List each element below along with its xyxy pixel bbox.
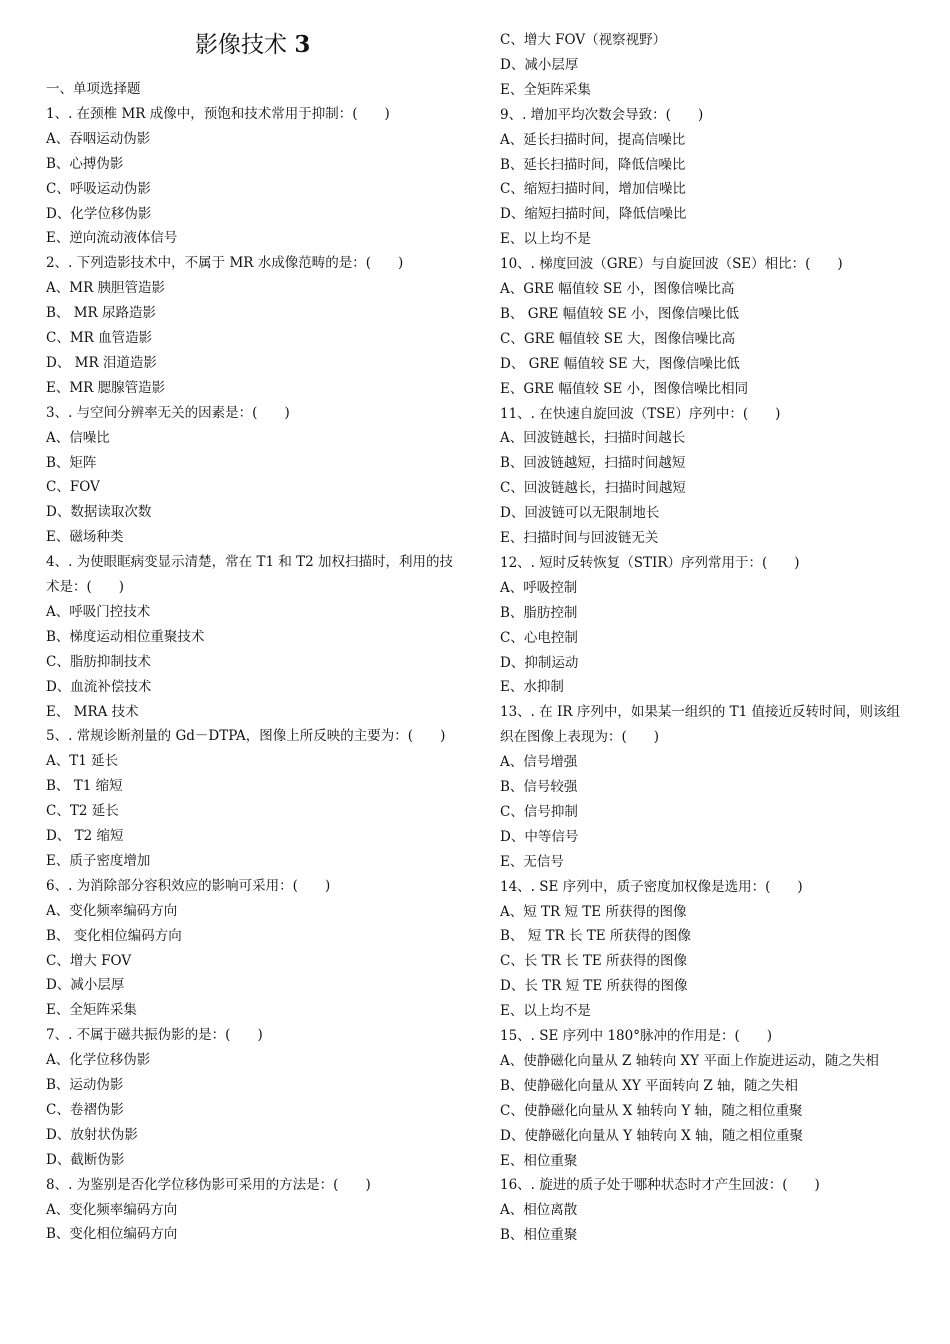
- answer-option: A、信噪比: [46, 429, 110, 446]
- answer-option: D、回波链可以无限制地长: [500, 505, 660, 522]
- question-text: 13、. 在 IR 序列中，如果某一组织的 T1 值接近反转时间，则该组: [500, 704, 901, 721]
- answer-option: E、全矩阵采集: [46, 1002, 137, 1019]
- answer-option: A、GRE 幅值较 SE 小，图像信噪比高: [500, 281, 735, 297]
- answer-option: E、质子密度增加: [46, 852, 151, 869]
- answer-option: D、 MR 泪道造影: [46, 354, 157, 371]
- answer-option: D、使静磁化向量从 Y 轴转向 X 轴，随之相位重聚: [500, 1127, 804, 1144]
- answer-option: D、减小层厚: [500, 56, 579, 73]
- answer-option: C、长 TR 长 TE 所获得的图像: [500, 953, 688, 970]
- answer-option: E、逆向流动液体信号: [46, 230, 178, 247]
- question-text: 16、. 旋进的质子处于哪种状态时才产生回波：( ): [500, 1177, 820, 1194]
- question-text: 术是：( ): [46, 579, 125, 595]
- answer-option: B、延长扫描时间，降低信噪比: [500, 156, 686, 173]
- answer-option: C、信号抑制: [500, 803, 578, 820]
- answer-option: A、T1 延长: [46, 753, 119, 770]
- answer-option: A、变化频率编码方向: [46, 1201, 178, 1218]
- answer-option: E、全矩阵采集: [500, 81, 591, 98]
- answer-option: B、 MR 尿路造影: [46, 305, 156, 322]
- answer-option: A、变化频率编码方向: [46, 902, 178, 919]
- answer-option: D、 GRE 幅值较 SE 大，图像信噪比低: [500, 355, 740, 372]
- question-text: 一、单项选择题: [46, 81, 141, 97]
- answer-option: A、相位离散: [500, 1202, 578, 1219]
- answer-option: B、回波链越短，扫描时间越短: [500, 455, 686, 472]
- question-text: 12、. 短时反转恢复（STIR）序列常用于：( ): [500, 554, 800, 571]
- answer-option: C、缩短扫描时间，增加信噪比: [500, 181, 686, 198]
- answer-option: B、 GRE 幅值较 SE 小，图像信噪比低: [500, 305, 739, 322]
- answer-option: B、信号较强: [500, 779, 578, 795]
- question-text: 10、. 梯度回波（GRE）与自旋回波（SE）相比：( ): [500, 256, 843, 273]
- question-text: 织在图像上表现为：( ): [500, 729, 660, 746]
- answer-option: C、使静磁化向量从 X 轴转向 Y 轴，随之相位重聚: [500, 1102, 803, 1119]
- answer-option: A、化学位移伪影: [46, 1052, 151, 1069]
- answer-option: E、MR 腮腺管造影: [46, 379, 166, 396]
- question-text: 15、. SE 序列中 180°脉冲的作用是：( ): [500, 1028, 772, 1044]
- answer-option: B、使静磁化向量从 XY 平面转向 Z 轴，随之失相: [500, 1077, 798, 1094]
- page-title: 影像技术 3: [195, 31, 311, 58]
- answer-option: D、减小层厚: [46, 977, 125, 994]
- answer-option: D、数据读取次数: [46, 504, 152, 521]
- answer-option: B、梯度运动相位重聚技术: [46, 628, 205, 645]
- answer-option: A、信号增强: [500, 754, 578, 771]
- answer-option: A、呼吸控制: [500, 579, 578, 596]
- answer-option: B、运动伪影: [46, 1077, 124, 1093]
- answer-option: A、延长扫描时间，提高信噪比: [500, 131, 686, 148]
- answer-option: B、 短 TR 长 TE 所获得的图像: [500, 928, 691, 945]
- answer-option: D、抑制运动: [500, 654, 579, 671]
- answer-option: A、呼吸门控技术: [46, 603, 151, 620]
- question-text: 4、. 为使眼眶病变显示清楚，常在 T1 和 T2 加权扫描时，利用的技: [46, 554, 454, 571]
- answer-option: A、回波链越长，扫描时间越长: [500, 430, 686, 447]
- answer-option: B、变化相位编码方向: [46, 1226, 178, 1243]
- question-text: 14、. SE 序列中，质子密度加权像是选用：( ): [500, 878, 803, 895]
- answer-option: A、短 TR 短 TE 所获得的图像: [500, 903, 687, 920]
- answer-option: C、增大 FOV（视察视野）: [500, 32, 667, 48]
- question-text: 3、. 与空间分辨率无关的因素是：( ): [46, 404, 290, 421]
- question-text: 8、. 为鉴别是否化学位移伪影可采用的方法是：( ): [46, 1176, 371, 1193]
- answer-option: C、GRE 幅值较 SE 大，图像信噪比高: [500, 330, 736, 347]
- answer-option: D、长 TR 短 TE 所获得的图像: [500, 978, 688, 995]
- question-text: 6、. 为消除部分容积效应的影响可采用：( ): [46, 877, 331, 894]
- answer-option: E、扫描时间与回波链无关: [500, 530, 659, 546]
- question-text: 5、. 常规诊断剂量的 Gd－DTPA，图像上所反映的主要为：( ): [46, 728, 446, 745]
- answer-option: D、截断伪影: [46, 1151, 125, 1168]
- question-text: 11、. 在快速自旋回波（TSE）序列中：( ): [500, 405, 781, 422]
- question-text: 2、. 下列造影技术中，不属于 MR 水成像范畴的是：( ): [46, 255, 404, 272]
- answer-option: D、缩短扫描时间，降低信噪比: [500, 206, 687, 223]
- answer-option: E、水抑制: [500, 679, 564, 696]
- answer-option: A、MR 胰胆管造影: [46, 280, 166, 297]
- answer-option: B、 T1 缩短: [46, 778, 123, 795]
- answer-option: C、脂肪抑制技术: [46, 653, 151, 670]
- answer-option: C、卷褶伪影: [46, 1101, 124, 1118]
- answer-option: E、无信号: [500, 853, 564, 870]
- question-text: 1、. 在颈椎 MR 成像中，预饱和技术常用于抑制：( ): [46, 105, 390, 122]
- answer-option: C、增大 FOV: [46, 952, 132, 969]
- answer-option: D、放射状伪影: [46, 1126, 138, 1143]
- question-text: 9、. 增加平均次数会导致：( ): [500, 106, 704, 123]
- question-text: 7、. 不属于磁共振伪影的是：( ): [46, 1027, 263, 1044]
- answer-option: C、FOV: [46, 479, 100, 496]
- answer-option: D、 T2 缩短: [46, 828, 124, 844]
- answer-option: B、脂肪控制: [500, 604, 578, 621]
- answer-option: B、相位重聚: [500, 1227, 578, 1244]
- answer-option: D、血流补偿技术: [46, 678, 152, 695]
- answer-option: A、使静磁化向量从 Z 轴转向 XY 平面上作旋进运动，随之失相: [500, 1052, 879, 1069]
- answer-option: E、相位重聚: [500, 1152, 578, 1169]
- answer-option: C、呼吸运动伪影: [46, 180, 151, 197]
- answer-option: C、回波链越长，扫描时间越短: [500, 480, 686, 497]
- answer-option: A、吞咽运动伪影: [46, 130, 151, 147]
- answer-option: C、MR 血管造影: [46, 330, 153, 346]
- answer-option: D、中等信号: [500, 828, 579, 845]
- answer-option: B、 变化相位编码方向: [46, 927, 182, 944]
- answer-option: E、 MRA 技术: [46, 703, 139, 720]
- answer-option: C、T2 延长: [46, 803, 119, 820]
- answer-option: E、GRE 幅值较 SE 小，图像信噪比相同: [500, 380, 749, 397]
- answer-option: D、化学位移伪影: [46, 205, 152, 222]
- answer-option: C、心电控制: [500, 629, 578, 646]
- answer-option: E、以上均不是: [500, 1003, 591, 1020]
- answer-option: B、心搏伪影: [46, 155, 124, 172]
- answer-option: B、矩阵: [46, 454, 97, 471]
- answer-option: E、磁场种类: [46, 529, 124, 546]
- answer-option: E、以上均不是: [500, 231, 591, 248]
